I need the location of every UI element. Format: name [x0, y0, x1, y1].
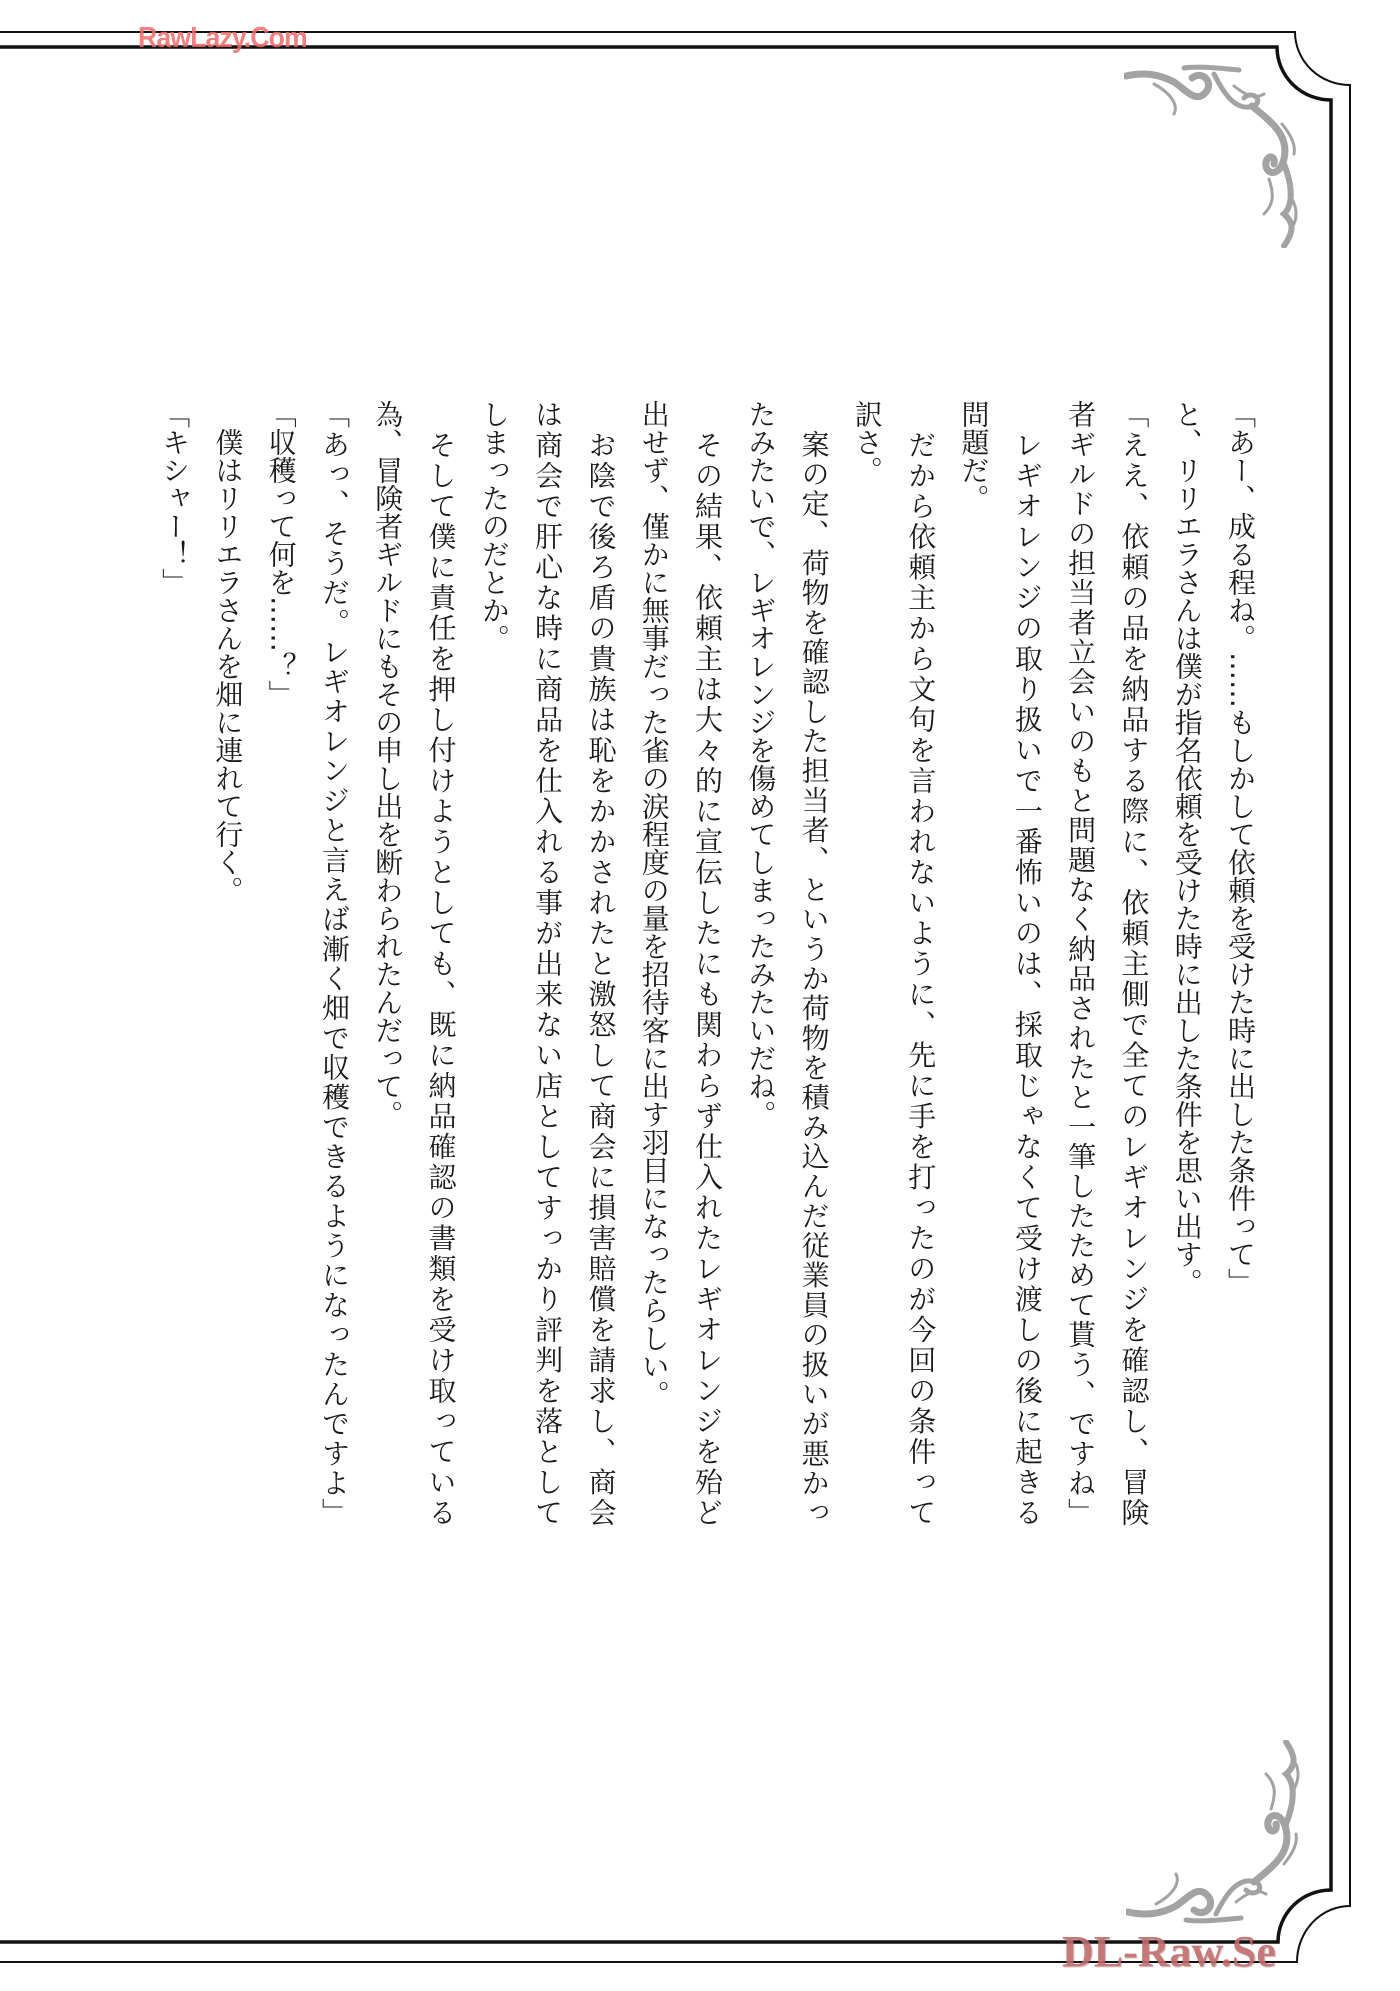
- text-line: 問題だ。: [957, 400, 991, 512]
- text-line: と、リリエラさんは僕が指名依頼を受けた時に出した条件を思い出す。: [1170, 400, 1204, 1296]
- text-line: 出せず、僅かに無事だった雀の涙程度の量を招待客に出す羽目になったらしい。: [637, 400, 671, 1408]
- text-line: 僕はリリエラさんを畑に連れて行く。: [211, 400, 245, 904]
- watermark-bottom: DL-Raw.Se: [1062, 1927, 1276, 1976]
- text-line: お陰で後ろ盾の貴族は恥をかかされたと激怒して商会に損害賠償を請求し、商会: [584, 400, 618, 1526]
- text-line: レギオレンジの取り扱いで一番怖いのは、採取じゃなくて受け渡しの後に起きる: [1010, 400, 1044, 1526]
- corner-ornament-bottom-right: [1126, 1740, 1310, 1924]
- text-line: 訳さ。: [850, 400, 884, 484]
- watermark-top: RawLazy.Com: [138, 22, 307, 54]
- text-line: 「キシャー！」: [158, 400, 192, 596]
- text-line: 為、冒険者ギルドにもその申し出を断わられたんだって。: [371, 400, 405, 1128]
- text-line: 案の定、荷物を確認した担当者、というか荷物を積み込んだ従業員の扱いが悪かっ: [797, 400, 831, 1526]
- text-line: は商会で肝心な時に商品を仕入れる事が出来ない店としてすっかり評判を落として: [531, 400, 565, 1526]
- text-line: その結果、依頼主は大々的に宣伝したにも関わらず仕入れたレギオレンジを殆ど: [691, 400, 725, 1526]
- text-line: 者ギルドの担当者立会いのもと問題なく納品されたと一筆したためて貰う、ですね」: [1064, 400, 1098, 1526]
- corner-ornament-top-right: [1124, 64, 1308, 248]
- text-line: 「あー、成る程ね。……もしかして依頼を受けた時に出した条件って」: [1224, 400, 1257, 1296]
- text-line: だから依頼主から文句を言われないように、先に手を打ったのが今回の条件って: [904, 400, 938, 1526]
- text-line: しまったのだとか。: [477, 400, 511, 652]
- vertical-text-body: [148, 400, 1267, 1526]
- text-line: 「収穫って何を……？」: [264, 400, 298, 708]
- text-line: 「ええ、依頼の品を納品する際に、依頼主側で全てのレギオレンジを確認し、冒険: [1117, 400, 1151, 1526]
- text-line: 「あっ、そうだ。レギオレンジと言えば漸く畑で収穫できるようになったんですよ」: [317, 400, 351, 1526]
- text-line: たみたいで、レギオレンジを傷めてしまったみたいだね。: [744, 400, 778, 1128]
- text-line: そして僕に責任を押し付けようとしても、既に納品確認の書類を受け取っている: [424, 400, 458, 1526]
